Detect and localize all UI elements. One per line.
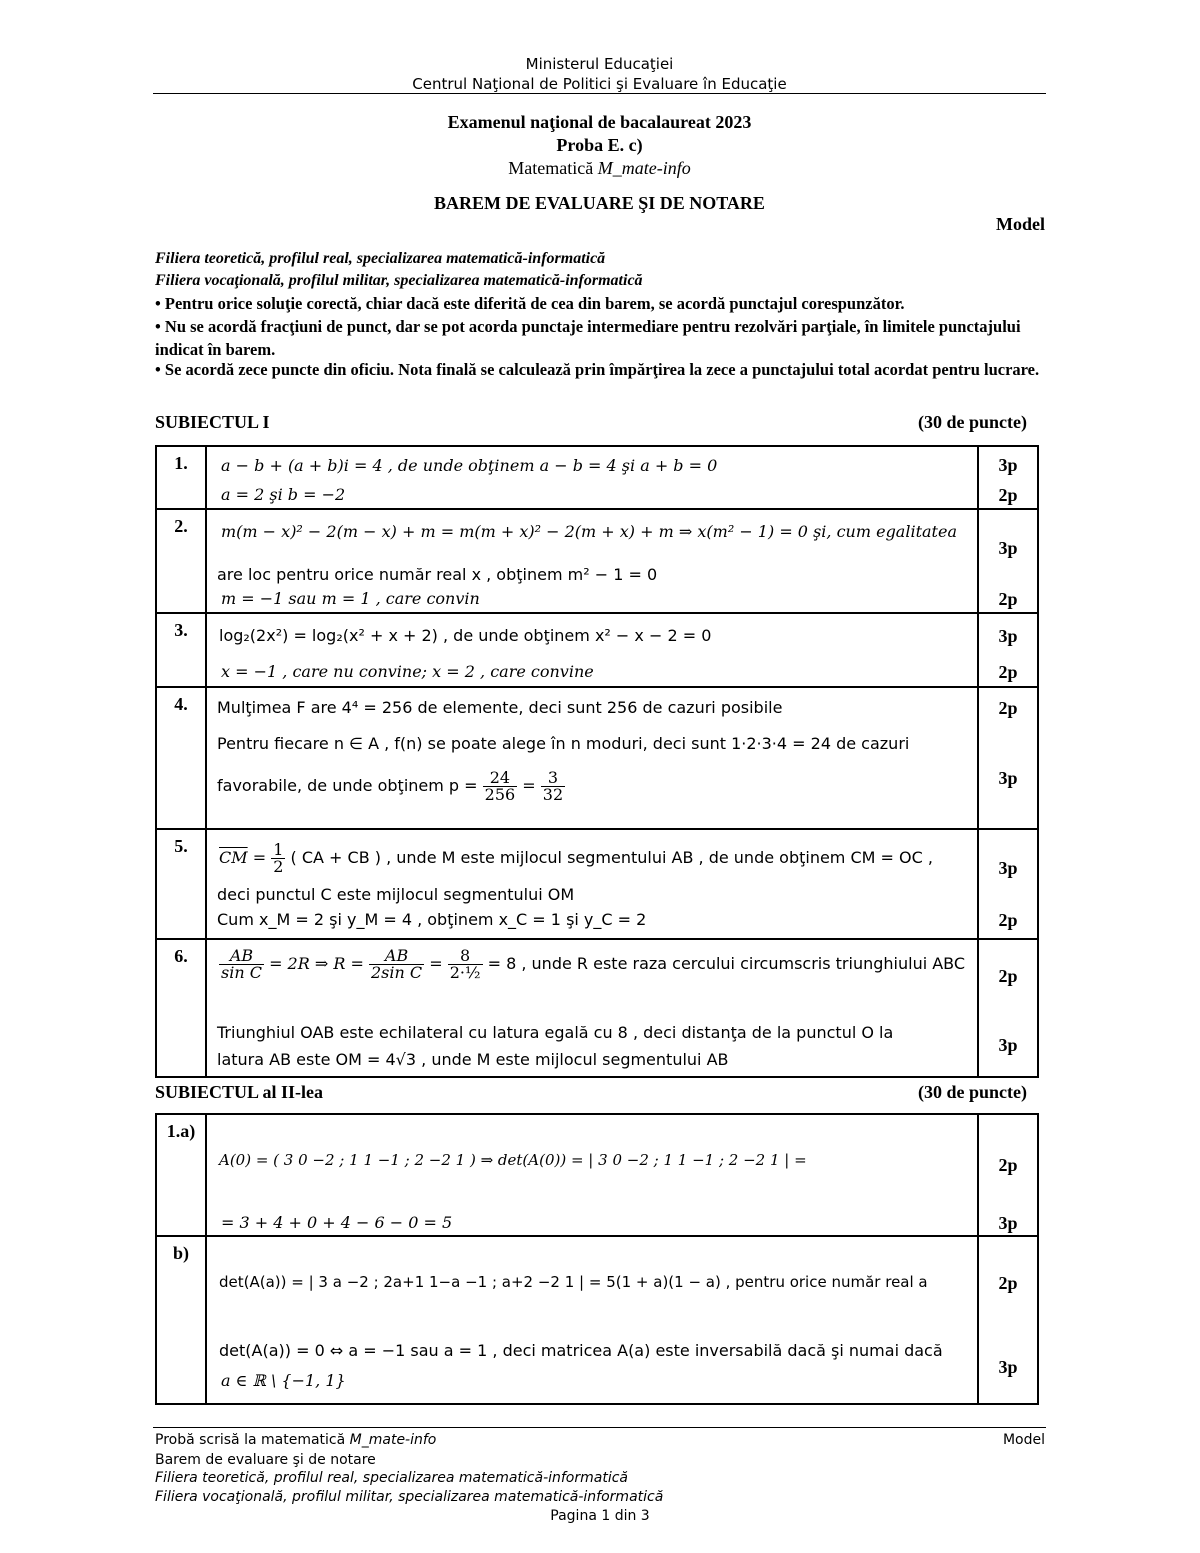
table-row: b) det(A(a)) = | 3 a −2 ; 2a+1 1−a −1 ; a+2 −2 1 | = 5(1 + a)(1 − a) , pentru orice număr real a det(A(a)) = 0 ⇔ a = −1 sau a = 1 , deci matricea A(a) este inversabilă dacă şi numai dacă a ∈ ℝ \ {−1, 1} 2p 3p — [156, 1236, 1038, 1404]
exam-title: Examenul naţional de bacalaureat 2023 — [447, 112, 752, 132]
footer-divider — [153, 1427, 1046, 1428]
fraction: $\frac{AB}{\text{sin C}}$ — [221, 946, 262, 982]
exam-subject: Matematică M_mate-info — [508, 158, 691, 178]
rule-bullet-2: • Nu se acordă fracţiuni de punct, dar se pot acorda punctaje intermediare pentru rezolvări parţiale, în limitele punctajului indicat în barem. — [155, 317, 1021, 359]
table-row: 5. $\overline{CM}$ = $\frac{1}{2}$ ( CA + CB ) , unde M este mijlocul segmentului AB , de unde obţinem CM = OC , deci punctul C este mijlocul segmentului OM Cum x_M = 2 şi y_M = 4 , obţinem x_C = 1 şi y_C = 2 3p 2p — [156, 829, 1038, 939]
barem-title: BAREM DE EVALUARE ŞI DE NOTARE — [434, 193, 765, 213]
rule-bullet-3: • Se acordă zece puncte din oficiu. Nota finală se calculează prin împărţirea la zece a punctajului total acordat pentru lucrare. — [155, 360, 1040, 379]
ministry-name: Ministerul Educaţiei — [525, 55, 674, 73]
filiera-teoretica: Filiera teoretică, profilul real, specializarea matematică-informatică — [155, 250, 606, 267]
fraction: $\frac{3}{32}$ — [542, 768, 564, 804]
footer-model: Model — [1002, 1432, 1045, 1448]
table-row: 4. Mulţimea F are 4⁴ = 256 de elemente, deci sunt 256 de cazuri posibile Pentru fiecare n ∈ A , f(n) se poate alege în n moduri, deci sunt 1·2·3·4 = 24 de cazuri favorabile, de unde obţinem p = $\frac{24}{256}$ = $\frac{3}{32}$ 2p 3p — [156, 687, 1038, 829]
header-divider — [153, 93, 1046, 94]
footer-line-1: Probă scrisă la matematică M_mate-info — [155, 1432, 437, 1448]
section-subiect-1: SUBIECTUL I (30 de puncte) — [155, 412, 1027, 432]
filiera-vocationala: Filiera vocaţională, profilul militar, specializarea matematică-informatică — [155, 272, 643, 289]
table-row: 1.a) A(0) = ( 3 0 −2 ; 1 1 −1 ; 2 −2 1 ) ⇒ det(A(0)) = | 3 0 −2 ; 1 1 −1 ; 2 −2 1 | = = 3 + 4 + 0 + 4 − 6 − 0 = 5 2p 3p — [156, 1114, 1038, 1236]
table-row: 1. a − b + (a + b)i = 4 , de unde obţinem a − b = 4 şi a + b = 0 a = 2 şi b = −2 3p 2p — [156, 446, 1038, 509]
page-number: Pagina 1 din 3 — [550, 1508, 650, 1524]
fraction: $\frac{8}{\text{2·½}}$ — [449, 946, 481, 982]
subiect-2-table — [155, 1113, 1039, 1405]
fraction: $\frac{1}{2}$ — [273, 840, 284, 876]
table-row: 3. log₂(2x²) = log₂(x² + x + 2) , de unde obţinem x² − x − 2 = 0 x = −1 , care nu convine; x = 2 , care convine 3p 2p — [156, 613, 1038, 687]
table-row: 6. $\frac{AB}{\text{sin C}}$ = 2R ⇒ R = $\frac{AB}{\text{2sin C}}$ = $\frac{8}{\text{2·½}}$ = 8 , unde R este raza cercului circumscris triunghiului ABC Triunghiul OAB este echilateral cu latura egală cu 8 , deci distanţa de la punctul O la latura AB este OM = 4√3 , unde M este mijlocul segmentului AB 2p 3p — [156, 939, 1038, 1077]
section-subiect-2: SUBIECTUL al II-lea (30 de puncte) — [155, 1082, 1027, 1102]
table-row: 2. m(m − x)² − 2(m − x) + m = m(m + x)² − 2(m + x) + m ⇒ x(m² − 1) = 0 şi, cum egalitatea are loc pentru orice număr real x , obţinem m² − 1 = 0 m = −1 sau m = 1 , care convin 3p 2p — [156, 509, 1038, 613]
footer-line-4: Filiera vocaţională, profilul militar, specializarea matematică-informatică — [155, 1489, 664, 1505]
footer-line-3: Filiera teoretică, profilul real, specializarea matematică-informatică — [155, 1470, 628, 1486]
subiect-1-table — [155, 445, 1039, 1078]
rule-bullet-1: • Pentru orice soluţie corectă, chiar dacă este diferită de cea din barem, se acordă punctajul corespunzător. — [155, 294, 905, 313]
fraction: $\frac{AB}{\text{2sin C}}$ — [371, 946, 423, 982]
fraction: $\frac{24}{256}$ — [484, 768, 516, 804]
exam-proba: Proba E. c) — [556, 135, 643, 155]
model-label: Model — [996, 214, 1045, 234]
footer-line-2: Barem de evaluare şi de notare — [155, 1452, 376, 1468]
center-name: Centrul Naţional de Politici şi Evaluare în Educaţie — [412, 75, 787, 93]
